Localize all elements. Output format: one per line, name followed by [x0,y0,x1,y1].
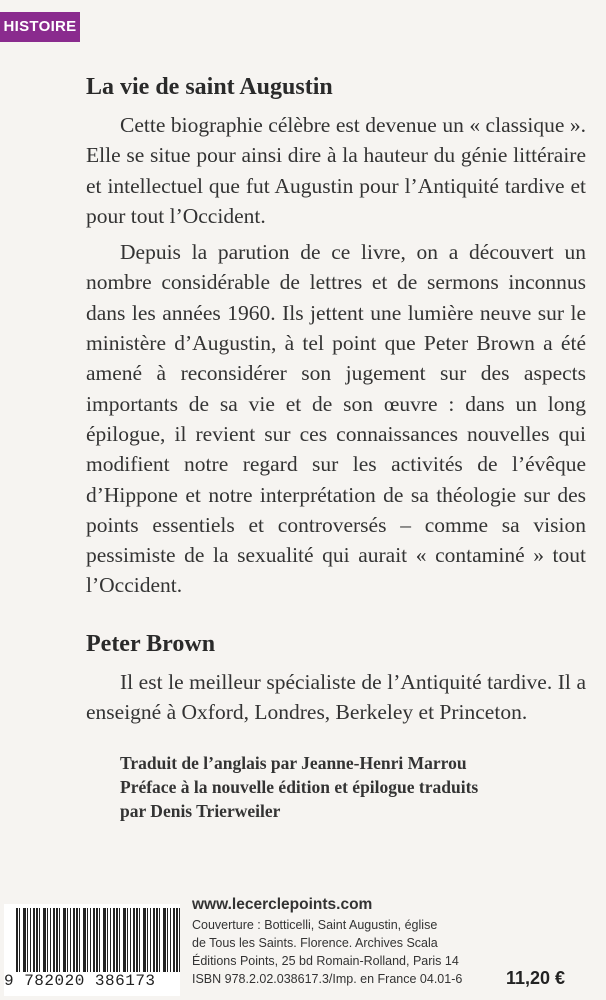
price: 11,20 € [506,968,566,988]
summary-paragraph: Cette biographie célèbre est devenue un « classique ». Elle se situe pour ainsi dire à la hauteur du génie littéraire et intellectuel que fut Augustin pour l’Antiquité tardive et pour tout l’Occident. [86,113,586,228]
barcode-number: 9 782020 386173 [4,972,156,990]
barcode-bars [16,908,180,972]
credit-line: Préface à la nouvelle édition et épilogue traduits [120,777,479,798]
credit-line: Traduit de l’anglais par Jeanne-Henri Marrou [120,753,467,774]
publisher-address: Éditions Points, 25 bd Romain-Rolland, Paris 14 [192,954,459,968]
publisher-website: www.lecerclepoints.com [192,896,373,913]
translation-credits [120,751,586,823]
barcode [4,904,180,996]
category-badge [0,12,80,42]
back-cover-text [86,70,586,823]
author-bio: Il est le meilleur spécialiste de l’Antiquité tardive. Il a enseigné à Oxford, Londres, Berkeley et Princeton. [86,669,586,725]
isbn-line: ISBN 978.2.02.038617.3/Imp. en France 04.01-6 [192,972,463,986]
credit-line: par Denis Trierweiler [120,801,281,822]
summary-paragraph: Depuis la parution de ce livre, on a découvert un nombre considérable de lettres et de sermons inconnus dans les années 1960. Ils jettent une lumière neuve sur le ministère d’Augustin, à tel point que Peter Brown a été amené à reconsidérer son jugement sur des aspects importants de sa vie et de son œuvre : dans un long épilogue, il revient sur ces connaissances nouvelles qui modifient notre regard sur les activités de l’évêque d’Hippone et notre interprétation de sa théologie sur des points essentiels et controversés – comme sa vision pessimiste de la sexualité qui aurait « contaminé » tout l’Occident. [86,240,586,598]
book-title: La vie de saint Augustin [86,74,333,100]
cover-credit-line: Couverture : Botticelli, Saint Augustin, église [192,918,438,932]
author-name: Peter Brown [86,630,216,657]
publication-info [192,916,492,988]
category-label: HISTOIRE [3,18,77,35]
cover-credit-line: de Tous les Saints. Florence. Archives Scala [192,936,438,950]
